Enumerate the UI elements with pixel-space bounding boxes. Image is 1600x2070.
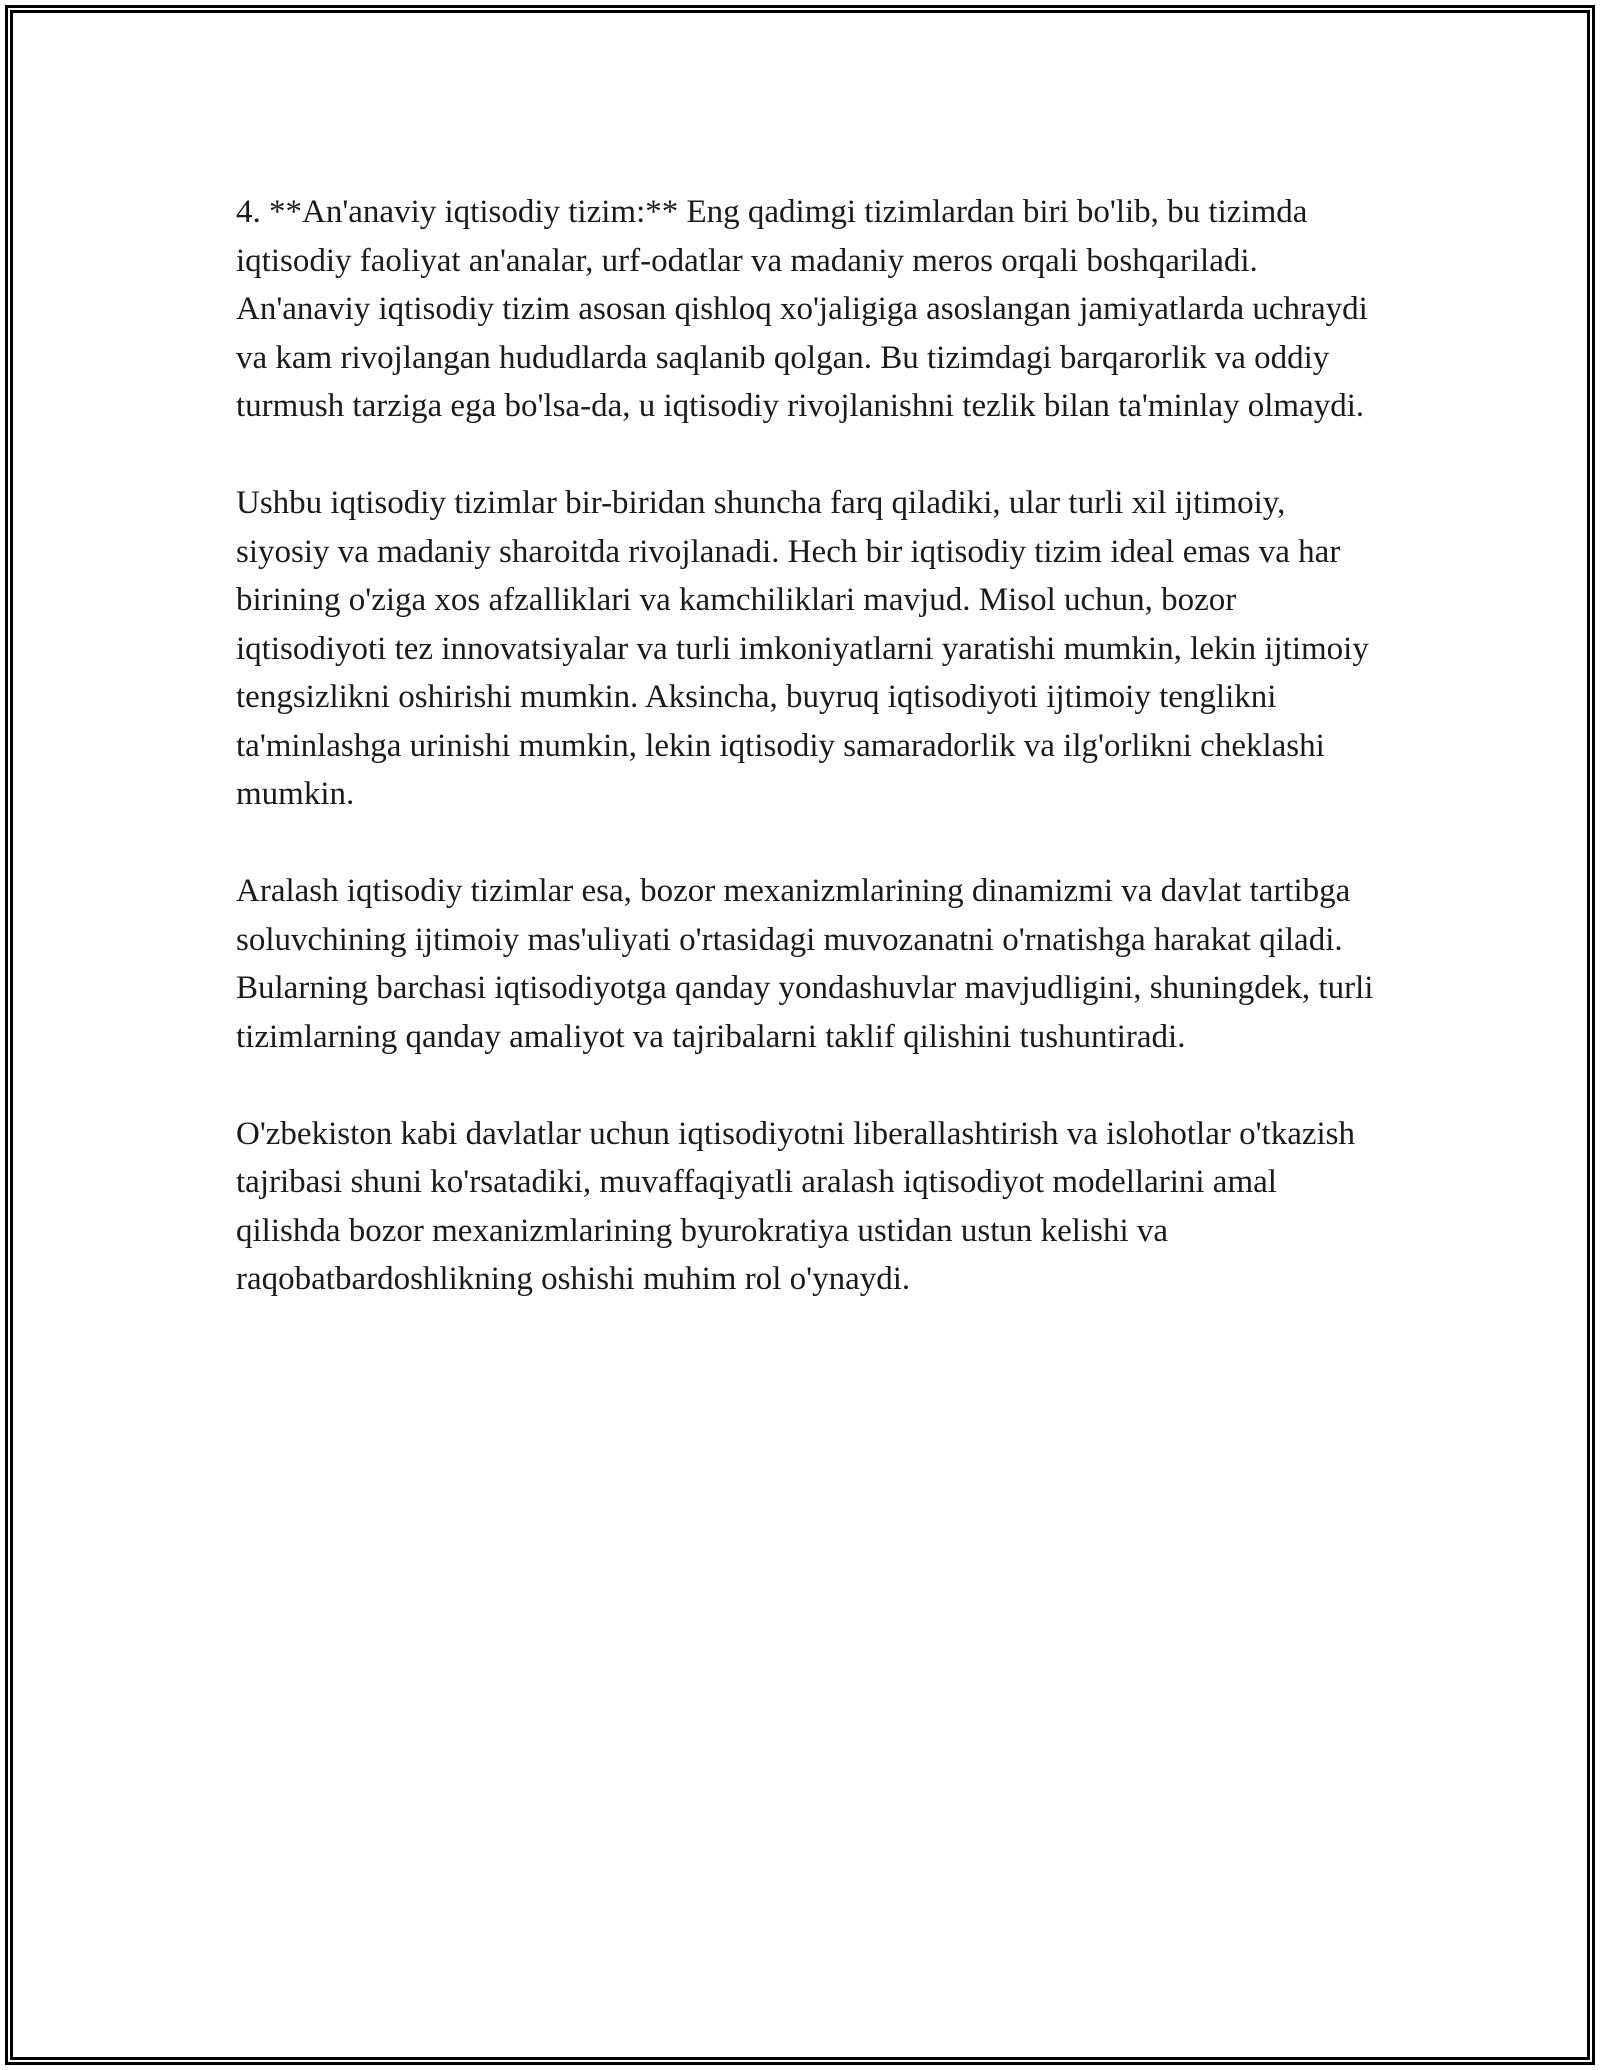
document-body	[236, 188, 1386, 1304]
paragraph-uzbekistan-experience: O'zbekiston kabi davlatlar uchun iqtisodiyotni liberallashtirish va islohotlar o'tkazish tajribasi shuni ko'rsatadiki, muvaffaqiyatli aralash iqtisodiyot modellarini amal qilishda bozor mexanizmlarining byurokratiya ustidan ustun kelishi va raqobatbardoshlikning oshishi muhim rol o'ynaydi.	[236, 1115, 1356, 1297]
paragraph-systems-comparison: Ushbu iqtisodiy tizimlar bir-biridan shuncha farq qiladiki, ular turli xil ijtimoiy, siyosiy va madaniy sharoitda rivojlanadi. Hech bir iqtisodiy tizim ideal emas va har birining o'ziga xos afzalliklari va kamchiliklari mavjud. Misol uchun, bozor iqtisodiyoti tez innovatsiyalar va turli imkoniyatlarni yaratishi mumkin, lekin ijtimoiy tengsizlikni oshirishi mumkin. Aksincha, buyruq iqtisodiyoti ijtimoiy tenglikni ta'minlashga urinishi mumkin, lekin iqtisodiy samaradorlik va ilg'orlikni cheklashi mumkin.	[236, 485, 1369, 812]
paragraph-mixed-economy: Aralash iqtisodiy tizimlar esa, bozor mexanizmlarining dinamizmi va davlat tartibga soluvchining ijtimoiy mas'uliyati o'rtasidagi muvozanatni o'rnatishga harakat qiladi. Bularning barchasi iqtisodiyotga qanday yondashuvlar mavjudligini, shuningdek, turli tizimlarning qanday amaliyot va tajribalarni taklif qilishini tushuntiradi.	[236, 873, 1374, 1055]
paragraph-traditional-economy: 4. **An'anaviy iqtisodiy tizim:** Eng qadimgi tizimlardan biri bo'lib, bu tizimda iqtisodiy faoliyat an'analar, urf-odatlar va madaniy meros orqali boshqariladi. An'anaviy iqtisodiy tizim asosan qishloq xo'jaligiga asoslangan jamiyatlarda uchraydi va kam rivojlangan hududlarda saqlanib qolgan. Bu tizimdagi barqarorlik va oddiy turmush tarziga ega bo'lsa-da, u iqtisodiy rivojlanishni tezlik bilan ta'minlay olmaydi.	[236, 194, 1368, 424]
